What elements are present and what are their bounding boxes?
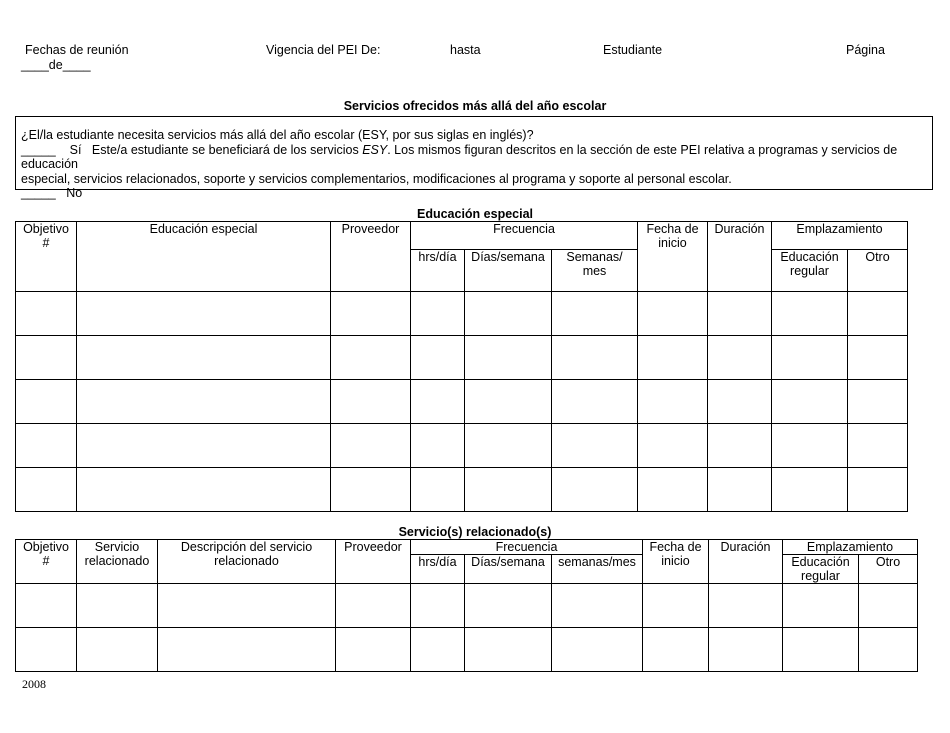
special-ed-table bbox=[15, 221, 908, 512]
footer-year: 2008 bbox=[22, 677, 46, 691]
rel-header-regular-ed: Educación regular bbox=[783, 555, 859, 584]
table-cell[interactable] bbox=[331, 468, 411, 512]
table-cell[interactable] bbox=[638, 424, 708, 468]
table-cell[interactable] bbox=[772, 380, 848, 424]
until-label: hasta bbox=[450, 43, 481, 57]
table-cell[interactable] bbox=[77, 336, 331, 380]
meeting-dates-blank[interactable]: ____de____ bbox=[21, 58, 91, 72]
table-cell[interactable] bbox=[859, 584, 918, 628]
table-cell[interactable] bbox=[552, 292, 638, 336]
rel-header-service: Servicio relacionado bbox=[77, 540, 158, 584]
esy-yes-line bbox=[21, 143, 928, 172]
table-cell[interactable] bbox=[848, 380, 908, 424]
table-cell[interactable] bbox=[465, 380, 552, 424]
table-cell[interactable] bbox=[848, 336, 908, 380]
table-cell[interactable] bbox=[411, 584, 465, 628]
table-cell[interactable] bbox=[709, 584, 783, 628]
table-cell[interactable] bbox=[77, 380, 331, 424]
table-cell[interactable] bbox=[77, 468, 331, 512]
sped-header-placement: Emplazamiento bbox=[772, 222, 908, 250]
sped-header-frequency: Frecuencia bbox=[411, 222, 638, 250]
table-row bbox=[16, 292, 908, 336]
validity-label: Vigencia del PEI De: bbox=[266, 43, 381, 57]
meeting-dates-label: Fechas de reunión bbox=[25, 43, 129, 57]
table-cell[interactable] bbox=[643, 584, 709, 628]
rel-header-weeks-month: semanas/mes bbox=[552, 555, 643, 584]
table-cell[interactable] bbox=[643, 628, 709, 672]
table-cell[interactable] bbox=[552, 424, 638, 468]
esy-no-line bbox=[21, 186, 928, 201]
sped-header-provider: Proveedor bbox=[331, 222, 411, 292]
table-row bbox=[16, 628, 918, 672]
table-cell[interactable] bbox=[638, 336, 708, 380]
table-cell[interactable] bbox=[411, 380, 465, 424]
table-cell[interactable] bbox=[708, 424, 772, 468]
table-cell[interactable] bbox=[16, 628, 77, 672]
table-cell[interactable] bbox=[772, 292, 848, 336]
table-cell[interactable] bbox=[16, 292, 77, 336]
table-row bbox=[16, 468, 908, 512]
rel-header-objective: Objetivo # bbox=[16, 540, 77, 584]
table-cell[interactable] bbox=[552, 468, 638, 512]
table-cell[interactable] bbox=[708, 336, 772, 380]
table-cell[interactable] bbox=[465, 336, 552, 380]
table-cell[interactable] bbox=[77, 292, 331, 336]
table-row bbox=[16, 380, 908, 424]
table-cell[interactable] bbox=[709, 628, 783, 672]
table-cell[interactable] bbox=[158, 628, 336, 672]
table-cell[interactable] bbox=[77, 584, 158, 628]
table-cell[interactable] bbox=[772, 468, 848, 512]
table-cell[interactable] bbox=[708, 380, 772, 424]
sped-header-weeks-month: Semanas/ mes bbox=[552, 250, 638, 292]
esy-question: ¿El/la estudiante necesita servicios más allá del año escolar (ESY, por sus siglas en inglés)? bbox=[21, 128, 534, 142]
rel-header-duration: Duración bbox=[709, 540, 783, 584]
sped-header-duration: Duración bbox=[708, 222, 772, 292]
table-cell[interactable] bbox=[848, 292, 908, 336]
esy-box bbox=[15, 116, 933, 201]
rel-header-hours-day: hrs/día bbox=[411, 555, 465, 584]
table-cell[interactable] bbox=[411, 336, 465, 380]
rel-header-frequency: Frecuencia bbox=[411, 540, 643, 555]
table-cell[interactable] bbox=[848, 468, 908, 512]
sped-header-other: Otro bbox=[848, 250, 908, 292]
rel-header-description: Descripción del servicio relacionado bbox=[158, 540, 336, 584]
sped-header-objective: Objetivo # bbox=[16, 222, 77, 292]
table-cell[interactable] bbox=[331, 424, 411, 468]
table-cell[interactable] bbox=[552, 380, 638, 424]
rel-header-other: Otro bbox=[859, 555, 918, 584]
page-label: Página bbox=[846, 43, 885, 57]
table-cell[interactable] bbox=[336, 628, 411, 672]
sped-header-regular-ed: Educación regular bbox=[772, 250, 848, 292]
table-row bbox=[16, 424, 908, 468]
sped-header-special-education: Educación especial bbox=[77, 222, 331, 292]
table-cell[interactable] bbox=[16, 468, 77, 512]
sped-header-hours-day: hrs/día bbox=[411, 250, 465, 292]
table-cell[interactable] bbox=[331, 380, 411, 424]
rel-header-placement: Emplazamiento bbox=[783, 540, 918, 555]
table-cell[interactable] bbox=[552, 336, 638, 380]
table-cell[interactable] bbox=[331, 336, 411, 380]
table-cell[interactable] bbox=[783, 584, 859, 628]
table-cell[interactable] bbox=[331, 292, 411, 336]
table-row bbox=[16, 584, 918, 628]
table-cell[interactable] bbox=[411, 628, 465, 672]
table-cell[interactable] bbox=[465, 468, 552, 512]
table-cell[interactable] bbox=[336, 584, 411, 628]
table-cell[interactable] bbox=[411, 292, 465, 336]
table-cell[interactable] bbox=[465, 424, 552, 468]
table-cell[interactable] bbox=[411, 468, 465, 512]
table-cell[interactable] bbox=[77, 424, 331, 468]
table-cell[interactable] bbox=[552, 628, 643, 672]
table-cell[interactable] bbox=[77, 628, 158, 672]
table-cell[interactable] bbox=[16, 380, 77, 424]
table-cell[interactable] bbox=[708, 468, 772, 512]
table-cell[interactable] bbox=[708, 292, 772, 336]
esy-yes-text-after: . Los mismos figuran descritos en la sección de este PEI relativa a programas y servicios de educación bbox=[21, 142, 898, 172]
sped-header-days-week: Días/semana bbox=[465, 250, 552, 292]
table-cell[interactable] bbox=[859, 628, 918, 672]
table-cell[interactable] bbox=[638, 292, 708, 336]
esy-no-label: No bbox=[66, 186, 83, 201]
table-cell[interactable] bbox=[783, 628, 859, 672]
table-cell[interactable] bbox=[16, 336, 77, 380]
table-cell[interactable] bbox=[411, 424, 465, 468]
table-cell[interactable] bbox=[772, 336, 848, 380]
rel-header-provider: Proveedor bbox=[336, 540, 411, 584]
table-cell[interactable] bbox=[158, 584, 336, 628]
rel-header-start-date: Fecha de inicio bbox=[643, 540, 709, 584]
special-ed-title: Educación especial bbox=[416, 207, 534, 221]
related-title: Servicio(s) relacionado(s) bbox=[398, 525, 552, 539]
rel-header-days-week: Días/semana bbox=[465, 555, 552, 584]
table-cell[interactable] bbox=[16, 584, 77, 628]
related-table bbox=[15, 539, 918, 672]
table-cell[interactable] bbox=[848, 424, 908, 468]
esy-yes-text-italic: ESY bbox=[362, 142, 388, 157]
esy-yes-line2: especial, servicios relacionados, soporte y servicios complementarios, modificaciones al programa y soporte al personal escolar. bbox=[21, 171, 732, 186]
table-row bbox=[16, 336, 908, 380]
esy-yes-blank[interactable]: _____ bbox=[21, 142, 56, 157]
table-cell[interactable] bbox=[465, 628, 552, 672]
table-cell[interactable] bbox=[552, 584, 643, 628]
esy-yes-label: Sí bbox=[69, 142, 82, 157]
table-cell[interactable] bbox=[465, 584, 552, 628]
table-cell[interactable] bbox=[16, 424, 77, 468]
table-cell[interactable] bbox=[465, 292, 552, 336]
esy-yes-text-before: Este/a estudiante se beneficiará de los servicios bbox=[91, 142, 359, 157]
table-cell[interactable] bbox=[638, 468, 708, 512]
table-cell[interactable] bbox=[772, 424, 848, 468]
table-cell[interactable] bbox=[638, 380, 708, 424]
esy-title: Servicios ofrecidos más allá del año escolar bbox=[343, 99, 607, 113]
esy-no-blank[interactable]: _____ bbox=[21, 186, 56, 201]
student-label: Estudiante bbox=[603, 43, 663, 57]
sped-header-start-date: Fecha de inicio bbox=[638, 222, 708, 292]
